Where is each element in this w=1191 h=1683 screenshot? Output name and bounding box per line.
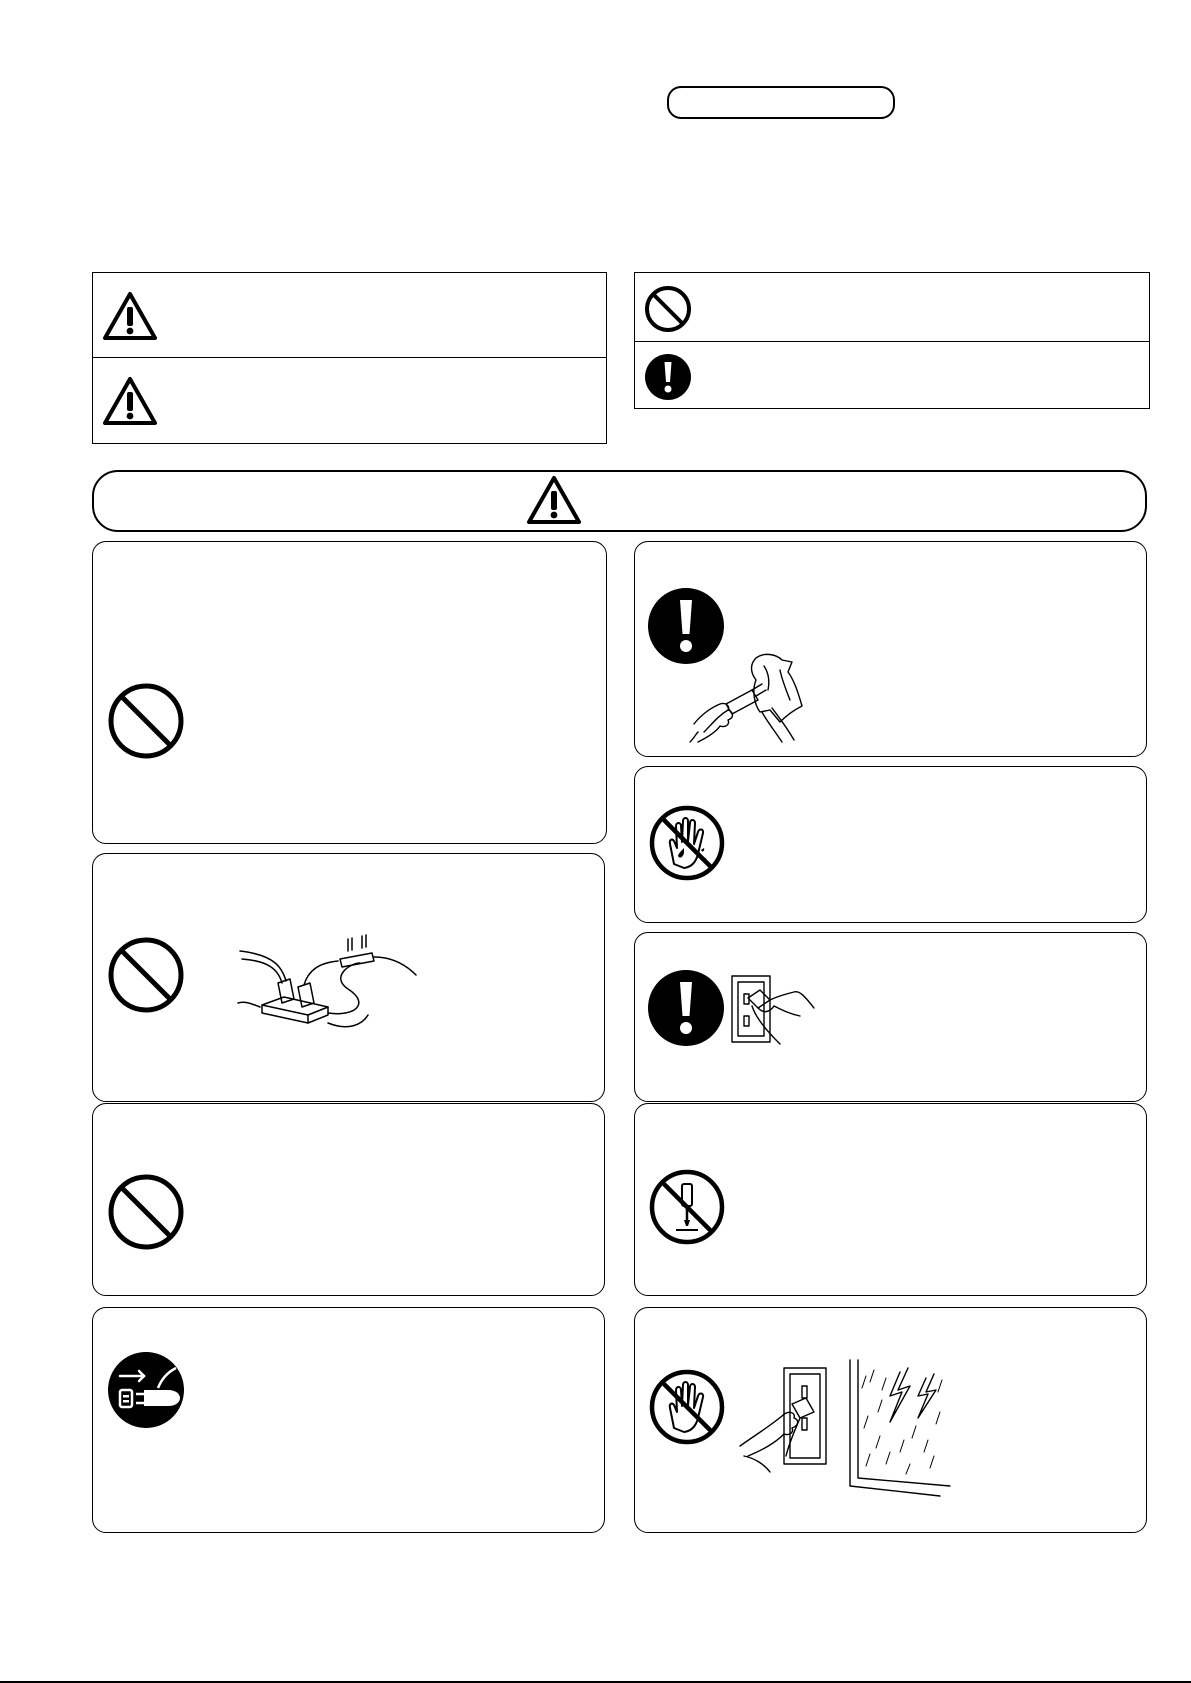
legend-box-left (92, 272, 607, 444)
wipe-plug-illustration (690, 650, 810, 745)
warning-triangle-icon (102, 290, 158, 342)
prohibition-icon (106, 935, 186, 1015)
prohibition-icon (106, 681, 186, 761)
legend-divider (634, 341, 1150, 342)
unplug-icon (106, 1350, 186, 1430)
title-pill (667, 86, 895, 119)
warning-triangle-icon (526, 474, 582, 526)
no-wet-hands-icon (648, 804, 726, 882)
caution-triangle-icon (102, 375, 158, 427)
warning-banner (92, 470, 1147, 532)
insert-plug-illustration (730, 970, 820, 1045)
prohibition-icon (644, 285, 692, 333)
no-disassembly-icon (648, 1168, 726, 1246)
legend-divider (92, 357, 607, 358)
prohibition-icon (106, 1172, 186, 1252)
lightning-storm-illustration (740, 1356, 958, 1496)
do-not-touch-icon (648, 1368, 726, 1446)
mandatory-action-icon (646, 968, 726, 1048)
mandatory-action-icon (644, 353, 692, 401)
overloaded-power-strip-illustration (238, 933, 418, 1033)
